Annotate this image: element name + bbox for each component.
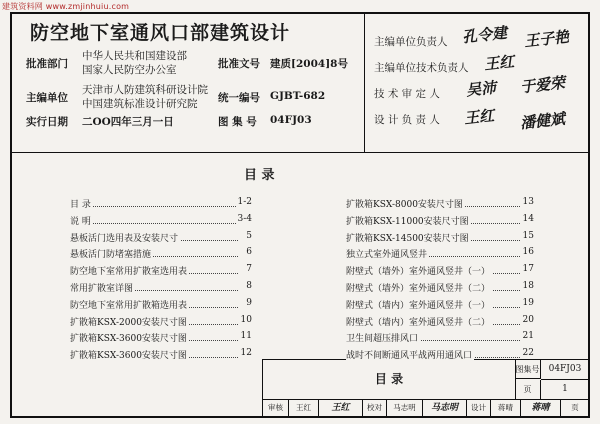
unified-no-label: 统一编号 [218,92,260,104]
approval-label: 批准部门 [26,58,68,70]
toc-item-title: 卫生间超压排风口 [346,331,420,344]
toc-right-column [346,196,534,364]
toc-item-page: 21 [522,331,534,342]
toc-item[interactable] [70,347,252,364]
toc-item[interactable] [346,330,534,347]
review-signature: 王红 [319,399,363,417]
toc-item-page: 17 [522,264,534,275]
toc-item-page: 7 [246,264,252,275]
approval-doc-label: 批准文号 [218,58,260,70]
toc-item[interactable] [346,246,534,263]
design-signature: 蒋晴 [521,399,561,417]
toc-item-title: 独立式室外通风竖井 [346,247,429,260]
toc-item-page: 8 [246,280,252,291]
toc-item-page: 13 [522,197,534,207]
toc-item[interactable] [70,263,252,280]
editor-label: 主编单位 [26,92,68,104]
responsible-label: 主编单位技术负责人 [374,62,469,74]
check-label: 校对 [363,399,387,417]
toc-item[interactable] [70,230,252,247]
toc-item[interactable] [70,213,252,230]
page-label: 页 [515,380,541,399]
toc-item-title: 附壁式（墙外）室外通风竖井（一） [346,264,492,277]
toc-item-page: 10 [240,314,252,325]
toc-item-title: 目 录 [70,197,93,210]
toc-item-page: 12 [240,348,252,359]
toc-item-page: 9 [246,297,252,308]
designer-name: 蒋晴 [491,399,521,417]
toc-item[interactable] [346,213,534,230]
title-block-signoff [263,399,589,417]
responsible-label: 技 术 审 定 人 [374,88,440,100]
toc-item-title: 悬板活门防堵塞措施 [70,247,153,260]
document-title: 防空地下室通风口部建筑设计 [30,22,291,44]
toc-item-title: 扩散箱KSX-11000安装尺寸图 [346,214,471,227]
toc-item[interactable] [70,196,252,213]
toc-item-page: 15 [522,230,534,241]
toc-item-title: 战时不间断通风平战两用通风口 [346,348,474,361]
toc-item-page: 18 [522,280,534,291]
title-block [262,359,589,417]
toc-item-title: 扩散箱KSX-14500安装尺寸图 [346,231,471,244]
toc-item-page: 14 [522,213,534,224]
toc-item-title: 附壁式（墙内）室外通风竖井（一） [346,298,492,311]
toc-item-title: 说 明 [70,214,93,227]
responsible-label: 设 计 负 责 人 [374,114,440,126]
signature: 王红 [463,106,495,128]
review-label: 审核 [263,399,289,417]
toc-title: 目 录 [244,168,275,183]
checker-name: 马志明 [387,399,423,417]
toc-item-page: 3-4 [237,213,252,224]
toc-item-page: 11 [240,331,252,342]
signature: 于爱荣 [519,73,566,97]
toc-item-title: 附壁式（墙外）室外通风竖井（二） [346,281,492,294]
approval-doc-value: 建质[2004]8号 [270,58,348,70]
title-block-name: 目 录 [263,360,516,399]
atlas-no-value: 04FJ03 [270,114,312,126]
page-cell: 页 [571,403,579,412]
toc-left-column [70,196,252,364]
toc-item[interactable] [346,196,534,213]
title-block-top [263,360,589,400]
effective-label: 实行日期 [26,116,68,128]
sheet-frame [10,12,590,418]
signature: 吴沛 [465,78,497,100]
toc-item-page: 5 [246,230,252,241]
atlas-no-label: 图 集 号 [218,116,257,128]
toc-item[interactable] [346,230,534,247]
effective-value: 二OO四年三月一日 [82,116,174,128]
approval-line-2: 国家人民防空办公室 [82,64,177,76]
toc-item-title: 常用扩散室详图 [70,281,135,294]
atlas-label: 图集号 [515,360,541,379]
toc-item[interactable] [346,314,534,331]
design-label: 设计 [467,399,491,417]
toc-item-page: 22 [522,348,534,359]
approval-line-1: 中华人民共和国建设部 [82,50,187,62]
toc-item[interactable] [70,330,252,347]
unified-no-value: GJBT-682 [270,90,326,102]
toc-item-page: 20 [522,314,534,325]
signature: 王红 [483,52,515,74]
toc-item-title: 防空地下室常用扩散室选用表 [70,264,189,277]
toc-item-page: 1-2 [237,197,252,207]
atlas-value: 04FJ03 [541,360,589,380]
page-value: 1 [562,384,568,394]
toc-item-title: 扩散箱KSX-3600安装尺寸图 [70,348,189,361]
toc-item-page: 16 [522,247,534,258]
toc-item-title: 扩散箱KSX-2000安装尺寸图 [70,315,189,328]
toc-item-title: 悬板活门选用表及安装尺寸 [70,231,180,244]
toc-item[interactable] [70,246,252,263]
toc-item[interactable] [70,314,252,331]
responsible-label: 主编单位负责人 [374,36,448,48]
toc-item-title: 扩散箱KSX-8000安装尺寸图 [346,197,465,210]
toc-item-page: 6 [246,247,252,258]
editor-line-2: 中国建筑标准设计研究院 [82,98,198,110]
signature: 潘健斌 [519,109,566,133]
signature: 孔令建 [461,23,508,47]
toc-item-title: 附壁式（墙内）室外通风竖井（二） [346,315,492,328]
editor-line-1: 天津市人防建筑科研设计院 [82,84,208,96]
responsibles-panel [364,14,588,153]
toc-item-title: 扩散箱KSX-3600安装尺寸图 [70,331,189,344]
toc-item-title: 防空地下室常用扩散箱选用表 [70,298,189,311]
toc-item[interactable] [346,263,534,280]
toc-item[interactable] [346,280,534,297]
toc-item-page: 19 [522,297,534,308]
toc-item[interactable] [70,297,252,314]
header-info [12,14,365,153]
check-signature: 马志明 [423,399,467,417]
toc-item[interactable] [70,280,252,297]
reviewer-name: 王红 [289,399,319,417]
toc-item[interactable] [346,297,534,314]
watermark: 建筑资料网 www.zmjinhuiu.com [2,2,130,11]
signature: 王子艳 [523,27,570,51]
